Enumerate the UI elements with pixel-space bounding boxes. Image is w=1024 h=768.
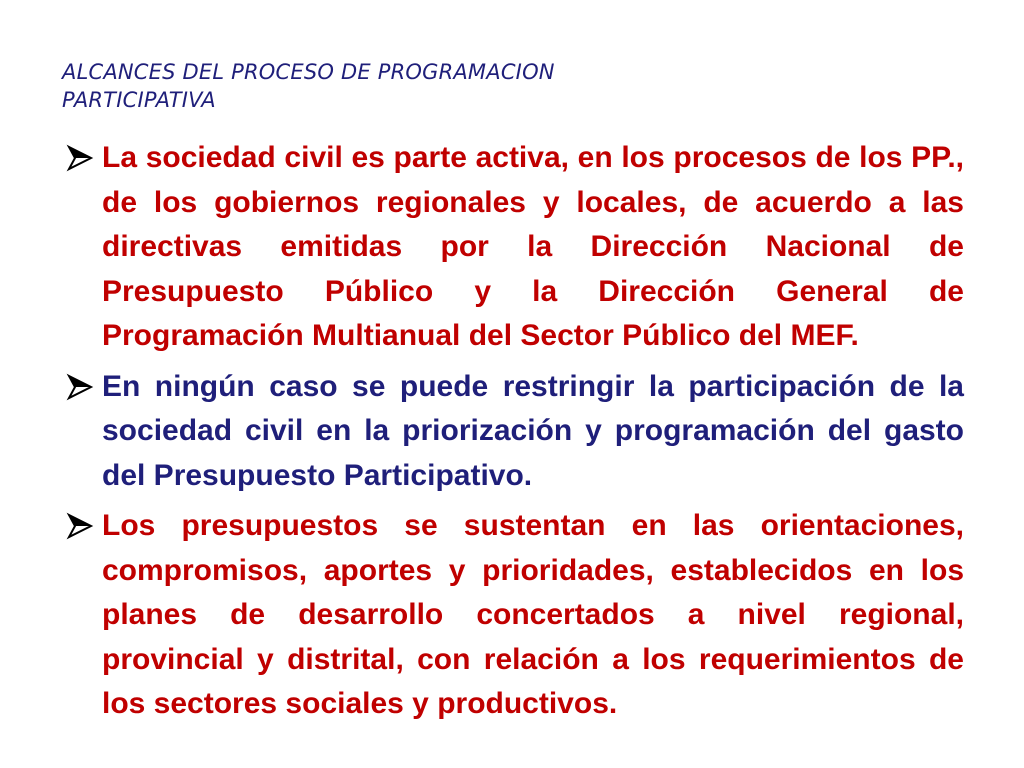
slide-title-line-1: ALCANCES DEL PROCESO DE PROGRAMACION xyxy=(62,60,555,84)
arrow-bullet-icon xyxy=(66,373,94,401)
slide-title-line-2: PARTICIPATIVA xyxy=(62,88,216,112)
slide-title xyxy=(62,58,822,114)
bullet-item-2 xyxy=(62,365,964,499)
bullet-text-2: En ningún caso se puede restringir la participación de la sociedad civil en la priorización y programación del gasto del Presupuesto Participativo. xyxy=(102,369,964,492)
bullet-list xyxy=(62,136,964,727)
bullet-text-1: La sociedad civil es parte activa, en los procesos de los PP., de los gobiernos regionales y locales, de acuerdo a las directivas emitidas por la Dirección Nacional de Presupuesto Público y la Dirección General de Programación Multianual del Sector Público del MEF. xyxy=(102,141,964,352)
arrow-bullet-icon xyxy=(66,144,94,172)
bullet-item-1 xyxy=(62,136,964,359)
bullet-item-3 xyxy=(62,504,964,727)
arrow-bullet-icon xyxy=(66,512,94,540)
bullet-text-3: Los presupuestos se sustentan en las orientaciones, compromisos, aportes y prioridades, establecidos en los planes de desarrollo concertados a nivel regional, provincial y distrital, con relación a los requerimientos de los sectores sociales y productivos. xyxy=(102,509,964,720)
